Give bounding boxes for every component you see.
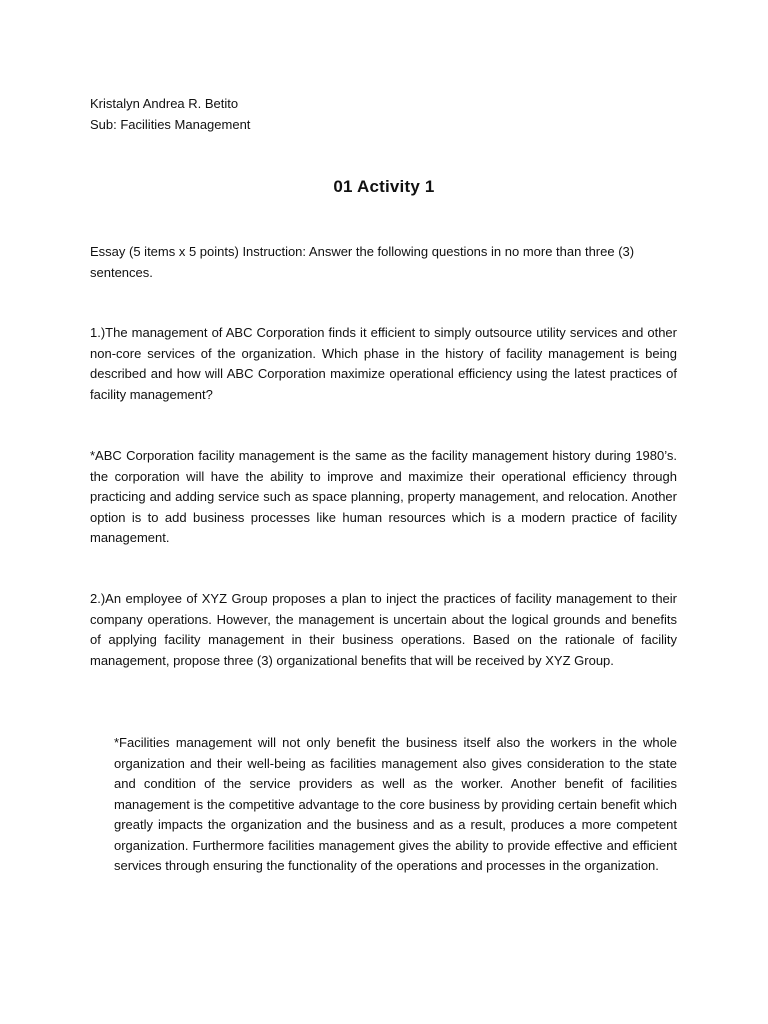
subject-line: Sub: Facilities Management	[90, 116, 251, 132]
answer-1: *ABC Corporation facility management is the same as the facility management history during 1980’s. the corporation will have the ability to improve and maximize their operational efficiency through practicing and adding service such as space planning, property management, and relocation. Another option is to add business processes like human resources which is a modern practice of facility management.	[90, 448, 677, 545]
question-1: 1.)The management of ABC Corporation finds it efficient to simply outsource utility services and other non-core services of the organization. Which phase in the history of facility management is being described and how will ABC Corporation maximize operational efficiency using the latest practices of facility management?	[90, 325, 677, 402]
author-block	[90, 94, 250, 135]
question-2: 2.)An employee of XYZ Group proposes a plan to inject the practices of facility management to their company operations. However, the management is uncertain about the logical grounds and benefits of applying facility management in their business operations. Based on the rationale of facility management, propose three (3) organizational benefits that will be received by XYZ Group.	[90, 591, 677, 668]
answer-2: *Facilities management will not only benefit the business itself also the workers in the whole organization and their well-being as facilities management also gives consideration to the state and condition of the service providers as well as the worker. Another benefit of facilities management is the competitive advantage to the core business by providing certain benefit which greatly impacts the organization and the business and as a result, produces a more competent organization. Furthermore facilities management gives the ability to provide effective and efficient services through ensuring the functionality of the operations and processes in the organization.	[114, 735, 677, 873]
author-name: Kristalyn Andrea R. Betito	[90, 96, 239, 111]
document-title: 01 Activity 1	[333, 177, 435, 196]
instruction-paragraph: Essay (5 items x 5 points) Instruction: Answer the following questions in no more than three (3) sentences.	[90, 244, 635, 280]
